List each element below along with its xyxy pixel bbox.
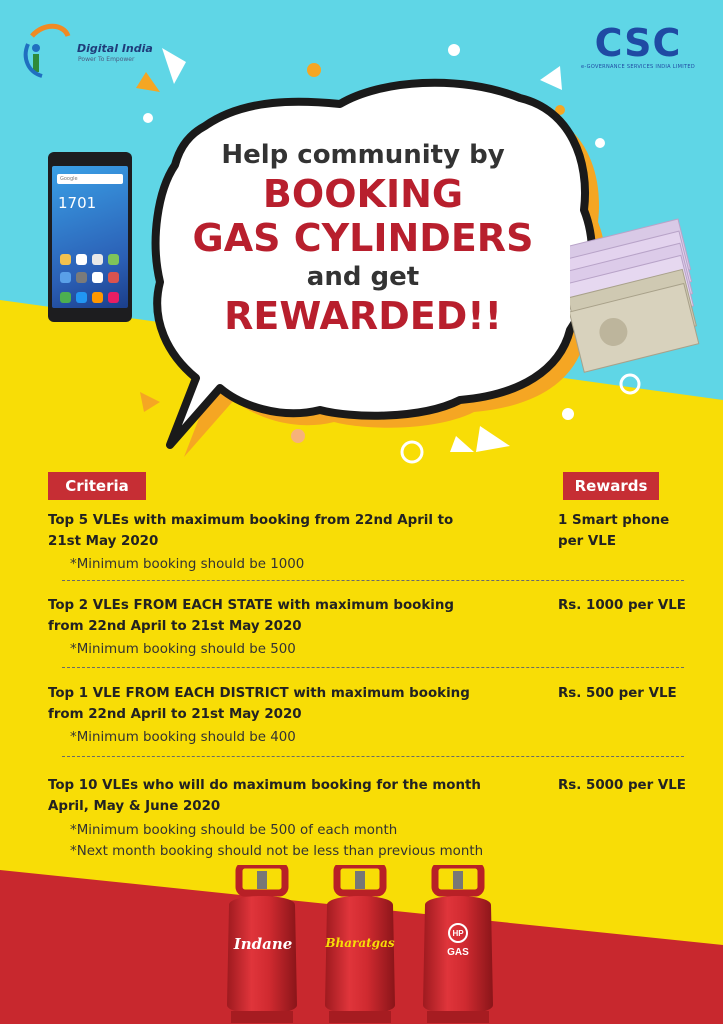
hp-brand: HP (452, 929, 464, 938)
headline-and-get: and get (306, 262, 420, 292)
row-divider (62, 756, 684, 757)
row-divider (62, 667, 684, 668)
reward-text: 1 Smart phone per VLE (558, 513, 670, 549)
criteria-note: *Minimum booking should be 500 (70, 642, 296, 657)
criteria-row (48, 775, 686, 865)
headline-booking: BOOKING (262, 172, 464, 216)
csc-tagline: e-GOVERNANCE SERVICES INDIA LIMITED (581, 64, 695, 70)
app-icon (60, 292, 71, 303)
csc-wordmark: CSC (594, 21, 682, 65)
headline-gas-cylinders: GAS CYLINDERS (192, 216, 534, 260)
gas-brand: GAS (447, 947, 469, 958)
bharatgas-brand: Bharatgas (325, 936, 395, 950)
currency-notes-illustration (570, 212, 700, 402)
gas-cylinders-illustration (225, 865, 505, 1024)
csc-logo (578, 22, 698, 84)
phone-search-bar: Google (57, 174, 123, 184)
criteria-row (48, 510, 678, 580)
headline (168, 138, 558, 338)
headline-intro: Help community by (221, 140, 505, 170)
row-divider (62, 580, 684, 581)
digital-india-text: Digital India (77, 42, 153, 55)
indane-brand: Indane (233, 935, 293, 953)
app-icon (108, 292, 119, 303)
digital-india-logo (22, 18, 152, 82)
criteria-row (48, 595, 686, 665)
cylinder-hp-gas (423, 865, 493, 1023)
phone-screen (52, 166, 128, 308)
app-icon (108, 272, 119, 283)
criteria-label: Criteria (48, 472, 146, 500)
rewards-label: Rewards (563, 472, 659, 500)
reward-text: Rs. 500 per VLE (558, 686, 677, 701)
phone-clock: 1701 (58, 194, 97, 212)
reward-text: Rs. 1000 per VLE (558, 598, 686, 613)
app-icon (92, 254, 103, 265)
criteria-note: *Minimum booking should be 500 of each month (70, 823, 398, 838)
digital-india-emblem-icon (22, 18, 72, 78)
app-icon (92, 272, 103, 283)
criteria-text: Top 2 VLEs FROM EACH STATE with maximum booking from 22nd April to 21st May 2020 (48, 598, 454, 634)
app-icon (92, 292, 103, 303)
app-icon (76, 254, 87, 265)
headline-rewarded: REWARDED!! (224, 294, 502, 338)
app-icon (60, 272, 71, 283)
criteria-text: Top 1 VLE FROM EACH DISTRICT with maximum booking from 22nd April to 21st May 2020 (48, 686, 470, 722)
reward-text: Rs. 5000 per VLE (558, 778, 686, 793)
app-icon (76, 272, 87, 283)
app-icon (108, 254, 119, 265)
criteria-note: *Next month booking should not be less than previous month (70, 844, 484, 859)
criteria-row (48, 683, 678, 753)
criteria-note: *Minimum booking should be 400 (70, 730, 296, 745)
app-icon (76, 292, 87, 303)
criteria-text: Top 10 VLEs who will do maximum booking for the month April, May & June 2020 (48, 778, 481, 814)
criteria-note: *Minimum booking should be 1000 (70, 557, 305, 572)
app-icon (60, 254, 71, 265)
criteria-text: Top 5 VLEs with maximum booking from 22nd April to 21st May 2020 (48, 513, 454, 549)
smartphone-illustration (48, 152, 132, 322)
digital-india-tagline: Power To Empower (78, 56, 135, 63)
